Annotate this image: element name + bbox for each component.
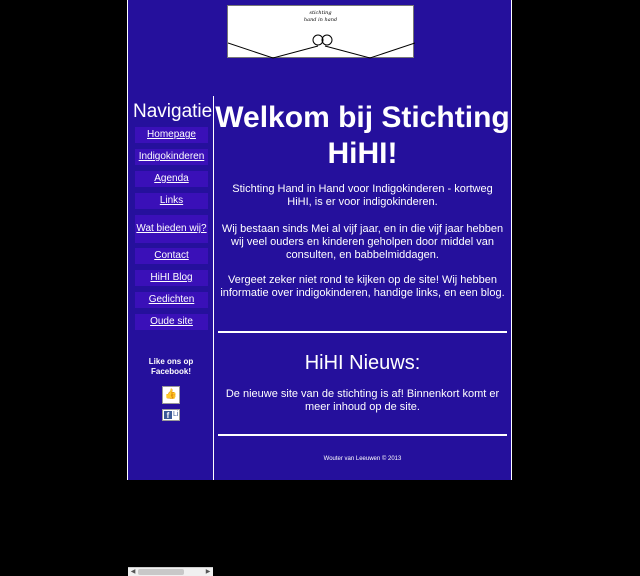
- nav-item-indigokinderen[interactable]: Indigokinderen: [135, 149, 208, 165]
- sidebar: [128, 96, 214, 575]
- nav-item-oude-site[interactable]: Oude site: [135, 314, 208, 330]
- logo-hands-icon: [228, 6, 415, 59]
- nav-item-wat-bieden-wij[interactable]: Wat bieden wij?: [135, 215, 208, 243]
- logo-line-2: hand in hand: [303, 17, 338, 23]
- page-container: [127, 0, 512, 575]
- nav-item-hihi-blog[interactable]: HiHI Blog: [135, 270, 208, 286]
- facebook-icon: f: [164, 411, 172, 419]
- nav-title: Navigatie: [133, 101, 213, 122]
- divider: [218, 331, 507, 333]
- scroll-thumb[interactable]: [138, 569, 184, 575]
- nav-item-links[interactable]: Links: [135, 193, 208, 209]
- facebook-text: Like ons op Facebook!: [148, 357, 194, 376]
- nav-item-homepage[interactable]: Homepage: [135, 127, 208, 143]
- like-thumb-icon[interactable]: 👍: [162, 386, 180, 404]
- nav-item-contact[interactable]: Contact: [135, 248, 208, 264]
- logo-line-1: stichting: [309, 10, 332, 16]
- footer-credit: Wouter van Leeuwen © 2013: [323, 456, 402, 462]
- news-title: HiHI Nieuws:: [304, 352, 421, 374]
- nav-item-gedichten[interactable]: Gedichten: [135, 292, 208, 308]
- news-text: De nieuwe site van de stichting is af! Binnenkort komt er meer inhoud op de site.: [225, 388, 500, 413]
- history-paragraph: Wij bestaan sinds Mei al vijf jaar, en in die vijf jaar hebben wij veel ouders en kinderen geholpen door middel van consulten, en babbelmiddagen.: [221, 223, 504, 261]
- logo: [227, 5, 414, 58]
- scroll-right-arrow-icon[interactable]: ▶: [205, 569, 211, 575]
- welcome-title: Welkom bij Stichting HiHI!: [215, 101, 510, 170]
- facebook-share-label: Li: [173, 411, 179, 418]
- sidebar-horizontal-scrollbar[interactable]: [128, 567, 213, 576]
- intro-paragraph: Stichting Hand in Hand voor Indigokinderen - kortweg HiHI, is er voor indigokinderen.: [232, 183, 493, 208]
- divider: [218, 434, 507, 436]
- nav-item-agenda[interactable]: Agenda: [135, 171, 208, 187]
- facebook-share-button[interactable]: [162, 409, 180, 421]
- explore-paragraph: Vergeet zeker niet rond te kijken op de site! Wij hebben informatie over indigokinderen, handige links, en een blog.: [220, 274, 505, 299]
- scroll-left-arrow-icon[interactable]: ◀: [130, 569, 136, 575]
